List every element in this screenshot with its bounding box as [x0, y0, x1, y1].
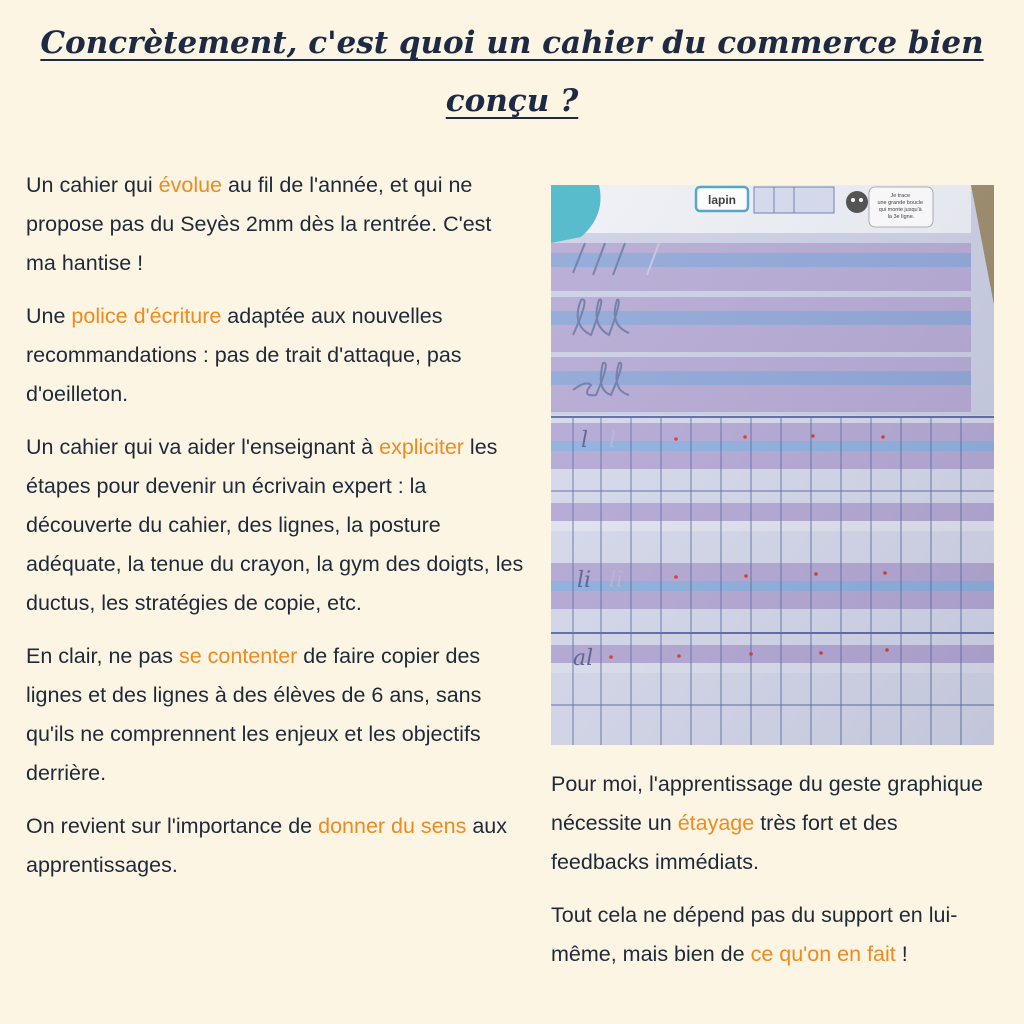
- paragraph: On revient sur l'importance de donner du sens aux apprentissages.: [26, 814, 507, 877]
- highlight-text: donner du sens: [318, 814, 467, 838]
- paragraph: Une police d'écriture adaptée aux nouvelles recommandations : pas de trait d'attaque, pas d'oeilleton.: [26, 304, 462, 406]
- highlight-text: ce qu'on en fait: [750, 942, 896, 966]
- paragraph: Un cahier qui va aider l'enseignant à expliciter les étapes pour devenir un écrivain expert : la découverte du cahier, des lignes, la posture adéquate, la tenue du crayon, la gym des doigts, les ductus, les stratégies de copie, etc.: [26, 435, 524, 615]
- page-title: Concrètement, c'est quoi un cahier du commerce bien conçu ?: [40, 25, 984, 119]
- paragraph: En clair, ne pas se contenter de faire copier des lignes et des lignes à des élèves de 6 ans, sans qu'ils ne comprennent les enjeux et les objectifs derrière.: [26, 644, 482, 785]
- highlight-text: expliciter: [379, 435, 464, 459]
- right-column: [551, 765, 1001, 988]
- paragraph: Un cahier qui évolue au fil de l'année, et qui ne propose pas du Seyès 2mm dès la rentrée. C'est ma hantise !: [26, 173, 492, 275]
- paragraph: Pour moi, l'apprentissage du geste graphique nécessite un étayage très fort et des feedbacks immédiats.: [551, 772, 983, 874]
- highlight-text: évolue: [158, 173, 223, 197]
- highlight-text: police d'écriture: [71, 304, 222, 328]
- notebook-illustration: [551, 185, 994, 745]
- highlight-text: étayage: [677, 811, 755, 835]
- notebook-photo: [551, 185, 994, 745]
- left-column: [26, 166, 526, 899]
- paragraph: Tout cela ne dépend pas du support en lui-même, mais bien de ce qu'on en fait !: [551, 903, 958, 966]
- highlight-text: se contenter: [178, 644, 298, 668]
